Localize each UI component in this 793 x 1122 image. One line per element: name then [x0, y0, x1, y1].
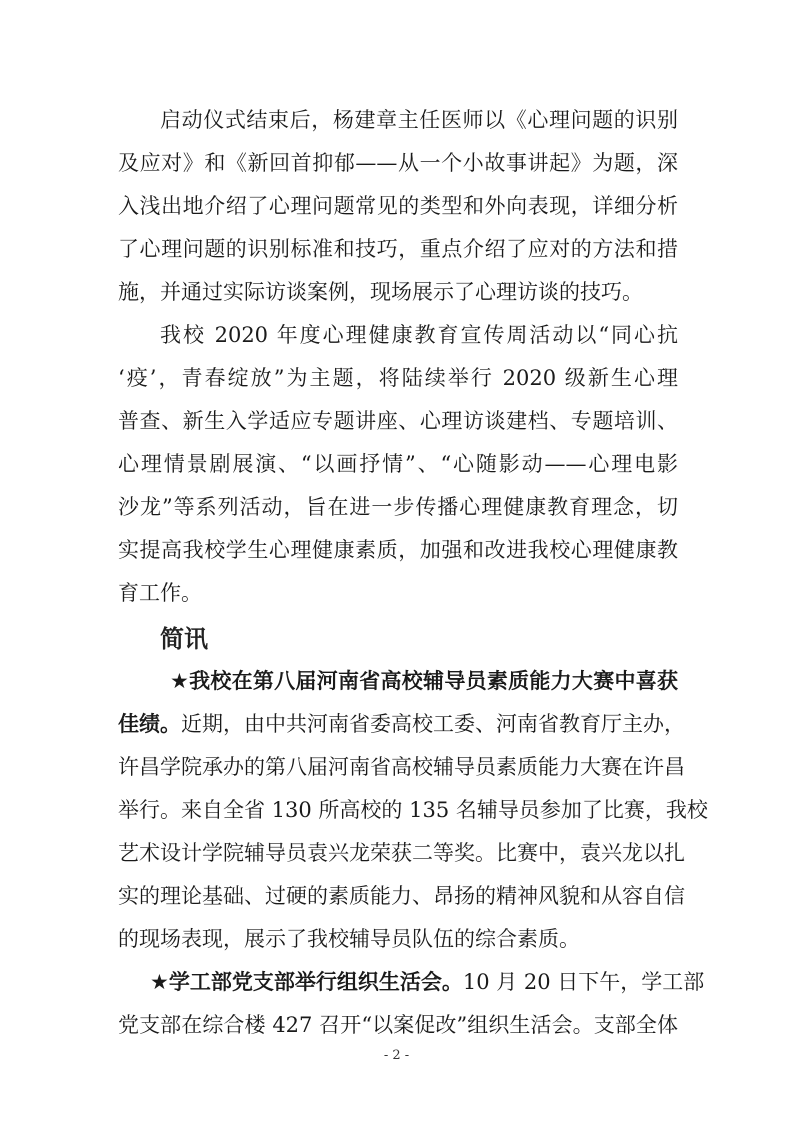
paragraph1-line: 启动仪式结束后，杨建章主任医师以《心理问题的识别	[160, 108, 678, 132]
page-number: - 2 -	[383, 1048, 410, 1063]
news1-line	[118, 710, 685, 738]
paragraph1-line: 及应对》和《新回首抑郁——从一个小故事讲起》为题，深	[118, 151, 678, 175]
news1-line: 实的理论基础、过硬的素质能力、昂扬的精神风貌和从容自信	[118, 884, 685, 908]
news1-line: 的现场表现，展示了我校辅导员队伍的综合素质。	[118, 927, 580, 951]
news1-line: 艺术设计学院辅导员袁兴龙荣获二等奖。比赛中，袁兴龙以扎	[118, 841, 685, 865]
paragraph1-line: 施，并通过实际访谈案例，现场展示了心理访谈的技巧。	[118, 280, 643, 304]
paragraph2-line: 实提高我校学生心理健康素质，加强和改进我校心理健康教	[118, 538, 678, 562]
news2-line: 党支部在综合楼 427 召开“以案促改”组织生活会。支部全体	[118, 1013, 678, 1037]
paragraph2-line: 普查、新生入学适应专题讲座、心理访谈建档、专题培训、	[118, 409, 678, 433]
paragraph1-line: 入浅出地介绍了心理问题常见的类型和外向表现，详细分析	[118, 194, 678, 218]
section-heading: 简讯	[160, 625, 208, 653]
paragraph2-line: 心理情景剧展演、“以画抒情”、“心随影动——心理电影	[118, 452, 678, 476]
paragraph2-line: 我校 2020 年度心理健康教育宣传周活动以“同心抗	[160, 323, 678, 347]
news1-line: 举行。来自全省 130 所高校的 135 名辅导员参加了比赛，我校	[118, 798, 708, 822]
paragraph2-line: 育工作。	[118, 581, 202, 605]
news1-title-end: 佳绩。	[118, 712, 181, 736]
news1-text: 近期，由中共河南省委高校工委、河南省教育厅主办，	[181, 712, 685, 736]
paragraph1-line: 了心理问题的识别标准和技巧，重点介绍了应对的方法和措	[118, 237, 678, 261]
news2-line	[150, 968, 705, 996]
news2-text: 10 月 20 日下午，学工部	[462, 970, 705, 994]
news1-title: ★我校在第八届河南省高校辅导员素质能力大赛中喜获	[170, 669, 678, 693]
news2-title: ★学工部党支部举行组织生活会。	[150, 970, 463, 994]
paragraph2-line: ‘疫’，青春绽放”为主题，将陆续举行 2020 级新生心理	[118, 366, 678, 390]
news1-line: 许昌学院承办的第八届河南省高校辅导员素质能力大赛在许昌	[118, 755, 685, 779]
paragraph2-line: 沙龙”等系列活动，旨在进一步传播心理健康教育理念，切	[118, 495, 678, 519]
